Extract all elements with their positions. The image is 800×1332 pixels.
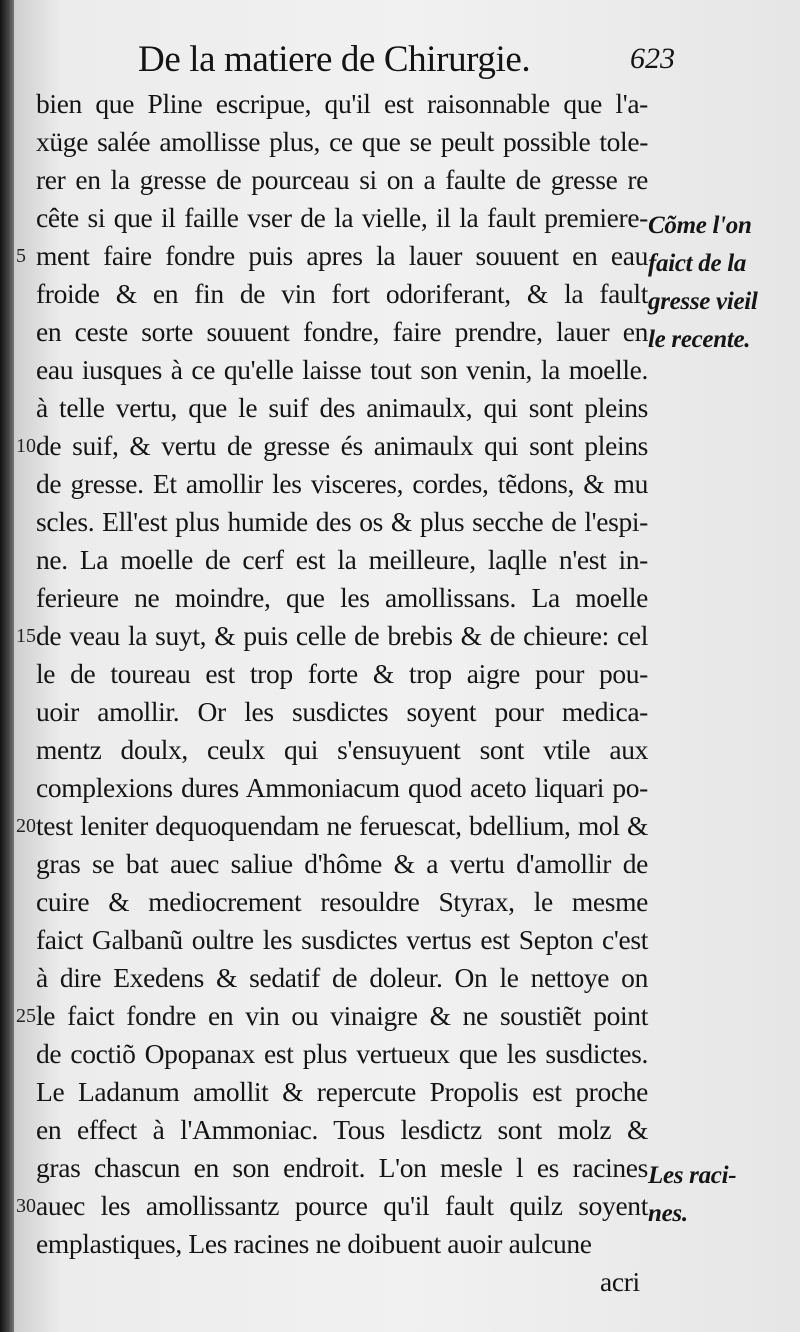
text-line: de coctiõ Opopanax est plus vertueux que les susdictes. [36,1038,648,1069]
margin-note: gresse vieil [648,288,758,315]
text-line: ne. La moelle de cerf est la meilleure, laqlle n'est in- [36,544,648,575]
text-line: de veau la suyt, & puis celle de brebis & de chieure: cel [36,620,648,651]
text-line: scles. Ell'est plus humide des os & plus secche de l'espi- [36,506,648,537]
text-line: gras se bat auec saliue d'hôme & a vertu d'amollir de [36,848,648,879]
line-number: 30 [16,1195,36,1217]
catchword: acri [600,1266,640,1297]
line-number: 20 [16,815,36,837]
line-number: 5 [16,245,26,267]
text-line: en effect à l'Ammoniac. Tous lesdictz sont molz & [36,1114,648,1145]
text-line: à dire Exedens & sedatif de doleur. On le nettoye on [36,962,648,993]
text-line: ferieure ne moindre, que les amollissans. La moelle [36,582,648,613]
margin-note: Cõme l'on [648,212,752,239]
text-line: Le Ladanum amollit & repercute Propolis est proche [36,1076,648,1107]
margin-note: nes. [648,1200,688,1227]
text-line: faict Galbanũ oultre les susdictes vertus est Septon c'est [36,924,648,955]
text-line: eau iusques à ce qu'elle laisse tout son venin, la moelle. [36,354,648,385]
text-line: de suif, & vertu de gresse és animaulx qui sont pleins [36,430,648,461]
text-line: cuire & mediocrement resouldre Styrax, le mesme [36,886,648,917]
text-line: uoir amollir. Or les susdictes soyent pour medica- [36,696,648,727]
text-line: emplastiques, Les racines ne doibuent auoir aulcune [36,1228,592,1259]
text-line: complexions dures Ammoniacum quod aceto liquari po- [36,772,648,803]
text-line: le de toureau est trop forte & trop aigre pour pou- [36,658,648,689]
text-line: bien que Pline escripue, qu'il est raisonnable que l'a- [36,88,648,119]
margin-note: le recente. [648,326,751,353]
text-line: test leniter dequoquendam ne feruescat, bdellium, mol & [36,810,648,841]
margin-note: faict de la [648,250,747,277]
text-line: auec les amollissantz pource qu'il fault quilz soyent [36,1190,648,1221]
text-line: le faict fondre en vin ou vinaigre & ne soustiẽt point [36,1000,648,1031]
text-line: à telle vertu, que le suif des animaulx, qui sont pleins [36,392,648,423]
text-line: froide & en fin de vin fort odoriferant, & la fault [36,278,648,309]
page-number: 623 [630,42,675,75]
text-line: en ceste sorte souuent fondre, faire prendre, lauer en [36,316,648,347]
margin-note: Les raci- [648,1162,737,1189]
text-line: mentz doulx, ceulx qui s'ensuyuent sont vtile aux [36,734,648,765]
text-line: gras chascun en son endroit. L'on mesle l es racines [36,1152,648,1183]
line-number: 15 [16,625,36,647]
text-line: xüge salée amollisse plus, ce que se peult possible tole- [36,126,648,157]
running-head: De la matiere de Chirurgie. [138,39,531,80]
text-line: cête si que il faille vser de la vielle, il la fault premiere- [36,202,648,233]
text-line: ment faire fondre puis apres la lauer souuent en eau [36,240,648,271]
text-line: de gresse. Et amollir les visceres, cordes, tẽdons, & mu [36,468,648,499]
line-number: 25 [16,1005,36,1027]
text-line: rer en la gresse de pourceau si on a faulte de gresse re [36,164,648,195]
line-number: 10 [16,435,36,457]
